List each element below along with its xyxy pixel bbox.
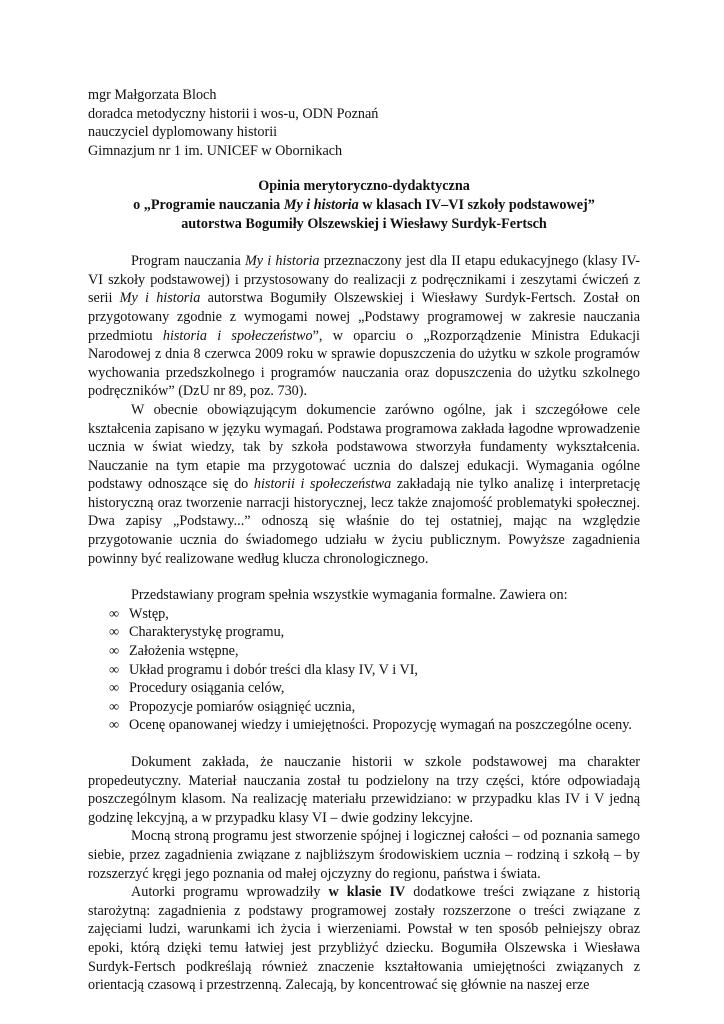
paragraph-1 (88, 252, 640, 401)
paragraph-5 (88, 883, 640, 995)
p1-program-name-a: My i historia (244, 253, 320, 270)
p5-text-c: dodatkowe treści związane z historią starożytną: zagadnienia z podstawy programowej zostały rozszerzone o treści związane z zajęciami ludzi, warunkami ich życia i wierzeniami. Powstał w ten sposób pełniejszy obraz epoki, którą dzięki temu łatwiej jest przybliżyć dziecku. Bogumiła Olszewska i Wiesława Surdyk-Fertsch podkreślają również znaczenie kształtowania umiejętności związanych z orientacją czasową i przestrzenną. Zalecają, by koncentrować się głównie na naszej erze (88, 884, 640, 994)
infinity-bullet-icon: ∞ (109, 605, 120, 622)
paragraph-4: Mocną stroną programu jest stworzenie spójnej i logicznej całości – od poznania samego siebie, przez zagadnienia związane z najbliższym środowiskiem ucznia – rodziną i szkołą – by rozszerzyć kręgi jego poznania od małej ojczyzny do regionu, państwa i świata. (88, 828, 640, 882)
list-item-text: Założenia wstępne, (129, 643, 239, 660)
author-block (88, 86, 640, 160)
paragraph-2 (88, 401, 640, 568)
document-title (88, 177, 640, 233)
p2-subject-name: historii i społeczeństwa (253, 476, 392, 493)
infinity-bullet-icon: ∞ (109, 717, 120, 734)
program-structure-section (88, 753, 640, 995)
title-line-2 (88, 196, 640, 215)
p5-text-a: Autorki programu wprowadziły (131, 884, 329, 901)
requirements-intro: Przedstawiany program spełnia wszystkie wymagania formalne. Zawiera on: (131, 587, 568, 604)
list-item-text: Ocenę opanowanej wiedzy i umiejętności. Propozycję wymagań na poszczególne oceny. (129, 717, 632, 734)
document-page (88, 86, 640, 995)
p1-text-g: ”, w oparciu o „Rozporządzenie Ministra Edukacji Narodowej z dnia 8 czerwca 2009 roku w sprawie dopuszczenia do użytku w szkole programów wychowania przedszkolnego i programów nauczania oraz dopuszczenia do użytku szkolnego podręczników” (DzU nr 89, poz. 730). (88, 327, 640, 400)
list-item (109, 679, 640, 698)
paragraph-3: Dokument zakłada, że nauczanie historii w szkole podstawowej ma charakter propedeutyczny. Materiał nauczania został tu podzielony na trzy części, które odpowiadają poszczególnym klasom. Na realizację materiału przewidziano: w przypadku klas IV i V jedną godzinę lekcyjną, a w przypadku klasy VI – dwie godziny lekcyjne. (88, 754, 640, 826)
author-school: Gimnazjum nr 1 im. UNICEF w Obornikach (88, 142, 343, 159)
infinity-bullet-icon: ∞ (109, 643, 120, 660)
requirements-list (88, 605, 640, 735)
requirements-section (88, 586, 640, 735)
list-item (109, 716, 640, 735)
p1-text-e: autorstwa Bogumiły Olszewskiej i Wiesławy Surdyk-Fertsch. Został on przygotowany zgodnie z wymogami nowej „Podstawy programowej w zakresie nauczania przedmiotu (88, 290, 641, 344)
p1-text-a: Program nauczania (131, 253, 245, 270)
infinity-bullet-icon: ∞ (109, 624, 120, 641)
title-line-3: autorstwa Bogumiły Olszewskiej i Wiesławy Surdyk-Fertsch (181, 215, 547, 232)
p1-program-name-b: My i historia (119, 290, 201, 307)
infinity-bullet-icon: ∞ (109, 680, 120, 697)
list-item (109, 623, 640, 642)
infinity-bullet-icon: ∞ (109, 698, 120, 715)
list-item (109, 642, 640, 661)
list-item-text: Wstęp, (129, 605, 169, 622)
title-line-2-pre: o „Programie nauczania (133, 196, 284, 213)
infinity-bullet-icon: ∞ (109, 661, 120, 678)
list-item-text: Procedury osiągania celów, (129, 680, 285, 697)
list-item (109, 698, 640, 717)
title-line-2-program-name: My i historia (283, 196, 359, 213)
list-item-text: Układ programu i dobór treści dla klasy IV, V i VI, (129, 661, 418, 678)
list-item (109, 605, 640, 624)
author-position: doradca metodyczny historii i wos-u, ODN Poznań (88, 105, 379, 122)
list-item-text: Charakterystykę programu, (129, 624, 285, 641)
list-item-text: Propozycje pomiarów osiągnięć ucznia, (129, 698, 356, 715)
author-degree: nauczyciel dyplomowany historii (88, 124, 278, 141)
list-item (109, 661, 640, 680)
title-line-2-post: w klasach IV–VI szkoły podstawowej” (358, 196, 595, 213)
document-body (88, 252, 640, 995)
p2-text-c: zakładają nie tylko analizę i interpretację historyczną oraz tworzenie narracji historycznej, lecz także znajomość problematyki społecznej. Dwa zapisy „Podstawy...” odnoszą się właśnie do tej ostatniej, mając na względzie przygotowanie ucznia do świadomego udziału w życiu publicznym. Powyższe zagadnienia powinny być realizowane według klucza chronologicznego. (88, 476, 640, 567)
p1-subject-name: historia i społeczeństwo (162, 327, 313, 344)
p2-text-a: W obecnie obowiązującym dokumencie zarówno ogólne, jak i szczegółowe cele kształcenia zapisano w języku wymagań. Podstawa programowa zakłada łagodne wprowadzenie ucznia w świat wiedzy, tak by szkoła podstawowa stworzyła fundamenty wykształcenia. Nauczanie na tym etapie ma przygotować ucznia do dalszej edukacji. Wymagania ogólne podstawy odnoszące się do (88, 401, 640, 493)
p5-class-emphasis: w klasie IV (328, 884, 406, 901)
title-line-1: Opinia merytoryczno-dydaktyczna (258, 178, 470, 195)
p1-text-c: przeznaczony jest dla II etapu edukacyjnego (klasy IV-VI szkoły podstawowej) i przystosowany do realizacji z podręcznikami i zeszytami ćwiczeń z serii (88, 253, 640, 307)
author-name: mgr Małgorzata Bloch (88, 87, 217, 103)
